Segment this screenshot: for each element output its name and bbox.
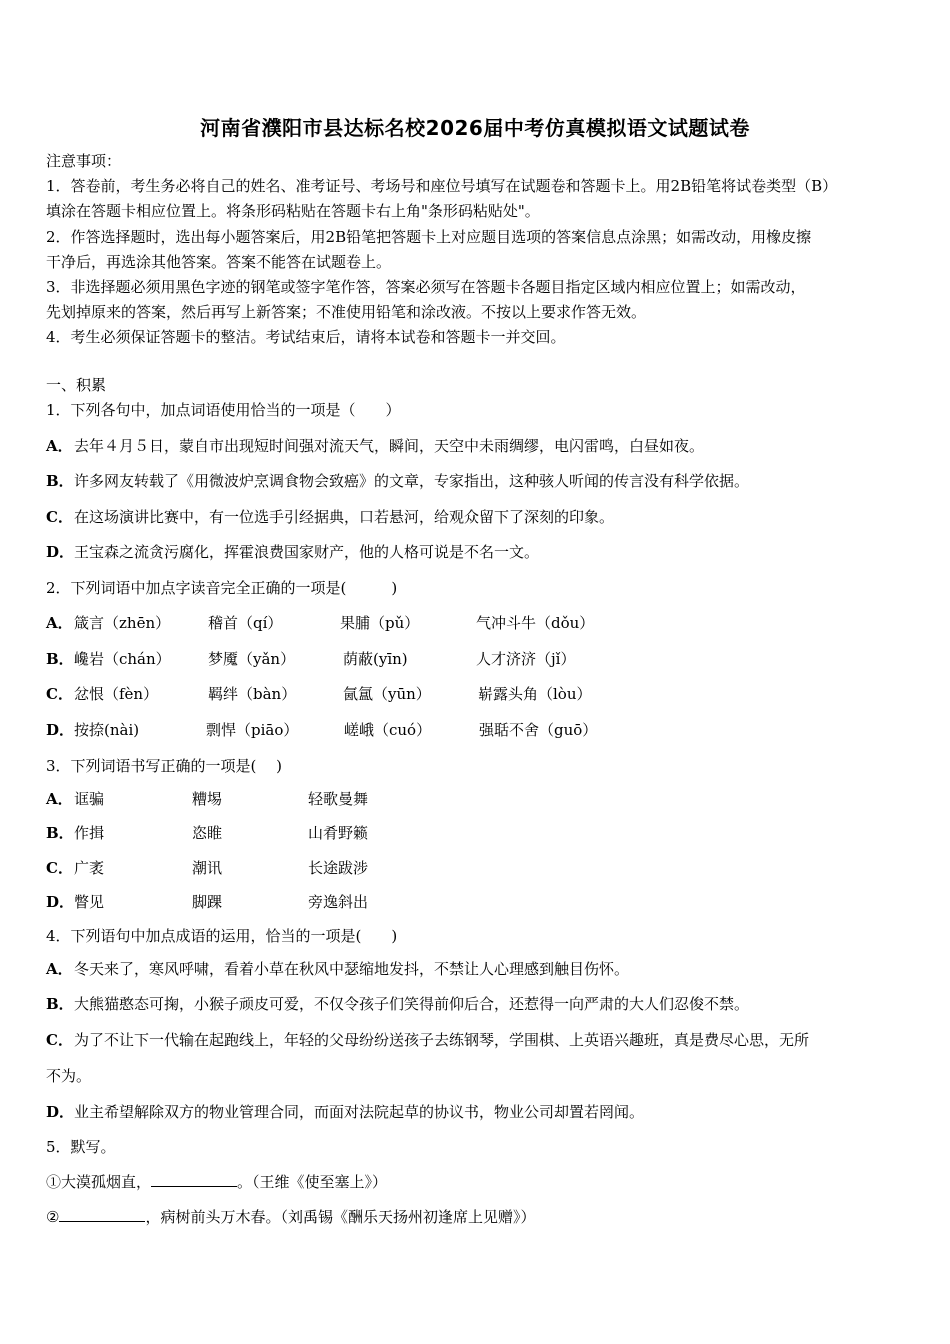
option-text: 为了不让下一代输在起跑线上，年轻的父母纷纷送孩子去练钢琴，学围棋、上英语兴趣班，真是费尽心思，无所 [74, 1031, 810, 1049]
notice-line: 4．考生必须保证答题卡的整洁。考试结束后，请将本试卷和答题卡一并交回。 [46, 328, 566, 346]
option-item: 脚踝 [192, 893, 223, 911]
dictation-suffix: ，病树前头万木春。（刘禹锡《酬乐天扬州初逢席上见赠》） [145, 1208, 536, 1226]
dictation-suffix: 。（王维《使至塞上》） [237, 1173, 388, 1191]
notice-line: 干净后，再选涂其他答案。答案不能答在试题卷上。 [46, 253, 392, 271]
option-item: 嵯峨（cuó） [344, 721, 432, 739]
fill-blank[interactable] [59, 1207, 145, 1222]
q2-option-a[interactable] [46, 612, 916, 634]
page-title: 河南省濮阳市县达标名校2026届中考仿真模拟语文试题试卷 [200, 116, 750, 140]
option-item: 恣睢 [192, 824, 223, 842]
option-text: 大熊猫憨态可掬，小猴子顽皮可爱，不仅令孩子们笑得前仰后合，还惹得一向严肃的大人们忍俊不禁。 [74, 995, 750, 1013]
option-label: C． [46, 508, 73, 526]
dictation-item-2 [46, 1206, 535, 1228]
q4-option-c-continued: 不为。 [46, 1067, 92, 1085]
q1-option-d[interactable] [46, 541, 539, 563]
option-item: 作揖 [74, 824, 105, 842]
option-item: 果脯（pǔ） [340, 614, 420, 632]
option-label: A． [46, 437, 73, 455]
notice-heading: 注意事项： [46, 152, 122, 170]
notice-line: 先划掉原来的答案，然后再写上新答案；不准使用铅笔和涂改液。不按以上要求作答无效。 [46, 303, 647, 321]
option-item: 潮讯 [192, 859, 223, 877]
option-text: 业主希望解除双方的物业管理合同，而面对法院起草的协议书，物业公司却置若罔闻。 [74, 1103, 645, 1121]
option-item: 轻歌曼舞 [308, 790, 369, 808]
option-item: 箴言（zhēn） [74, 614, 171, 632]
option-item: 广袤 [74, 859, 105, 877]
option-item: 糟埸 [192, 790, 223, 808]
q2-option-b[interactable] [46, 648, 916, 670]
option-label: A． [46, 790, 73, 808]
option-label: C． [46, 685, 73, 703]
question-3-stem: 3．下列词语书写正确的一项是( ) [46, 757, 283, 775]
q4-option-b[interactable] [46, 993, 749, 1015]
option-label: D． [46, 1103, 75, 1121]
option-item: 剽悍（piāo） [206, 721, 299, 739]
q2-option-c[interactable] [46, 683, 916, 705]
option-item: 巉岩（chán） [74, 650, 171, 668]
q3-option-c[interactable] [46, 857, 646, 879]
option-label: A． [46, 960, 73, 978]
question-4-stem: 4．下列语句中加点成语的运用，恰当的一项是( ) [46, 927, 398, 945]
option-item: 旁逸斜出 [308, 893, 369, 911]
option-item: 人才济济（jǐ） [476, 650, 576, 668]
option-text: 在这场演讲比赛中，有一位选手引经据典，口若悬河，给观众留下了深刻的印象。 [74, 508, 615, 526]
option-label: C． [46, 859, 73, 877]
option-label: B． [46, 650, 74, 668]
option-item: 崭露头角（lòu） [478, 685, 592, 703]
option-label: D． [46, 543, 75, 561]
notice-line: 2．作答选择题时，选出每小题答案后，用2B铅笔把答题卡上对应题目选项的答案信息点涂黑；如需改动，用橡皮擦 [46, 228, 812, 246]
notice-line: 填涂在答题卡相应位置上。将条形码粘贴在答题卡右上角"条形码粘贴处"。 [46, 202, 540, 220]
option-label: B． [46, 995, 74, 1013]
option-item: 羁绊（bàn） [208, 685, 297, 703]
q2-option-d[interactable] [46, 719, 916, 741]
option-item: 忿恨（fèn） [74, 685, 159, 703]
dictation-prefix: ② [46, 1208, 60, 1226]
option-text: 去年４月５日，蒙自市出现短时间强对流天气，瞬间，天空中未雨绸缪，电闪雷鸣，白昼如夜。 [74, 437, 705, 455]
dictation-prefix: ①大漠孤烟直， [46, 1173, 152, 1191]
q1-option-a[interactable] [46, 435, 704, 457]
question-5-stem: 5．默写。 [46, 1138, 116, 1156]
option-label: A． [46, 614, 73, 632]
q4-option-c[interactable] [46, 1029, 809, 1051]
q3-option-b[interactable] [46, 822, 646, 844]
notice-line: 3．非选择题必须用黑色字迹的钢笔或签字笔作答，答案必须写在答题卡各题目指定区域内相应位置上；如需改动， [46, 278, 806, 296]
option-item: 山肴野籁 [308, 824, 369, 842]
q1-option-c[interactable] [46, 506, 614, 528]
option-item: 长途跋涉 [308, 859, 369, 877]
q4-option-d[interactable] [46, 1101, 644, 1123]
q4-option-a[interactable] [46, 958, 629, 980]
option-text: 冬天来了，寒风呼啸，看着小草在秋风中瑟缩地发抖，不禁让人心理感到触目伤怀。 [74, 960, 630, 978]
dictation-item-1 [46, 1171, 387, 1193]
option-item: 按捺(nài) [74, 721, 140, 739]
option-item: 氤氲（yūn） [343, 685, 431, 703]
section-heading: 一、积累 [46, 376, 107, 394]
option-text: 王宝森之流贪污腐化，挥霍浪费国家财产，他的人格可说是不名一文。 [74, 543, 540, 561]
option-label: D． [46, 721, 75, 739]
question-1-stem: 1．下列各句中，加点词语使用恰当的一项是（ ） [46, 401, 401, 419]
option-item: 稽首（qí） [208, 614, 283, 632]
option-label: D． [46, 893, 75, 911]
notice-line: 1．答卷前，考生务必将自己的姓名、准考证号、考场号和座位号填写在试题卷和答题卡上。用2B铅笔将试卷类型（B） [46, 177, 838, 195]
option-label: B． [46, 472, 74, 490]
option-label: C． [46, 1031, 73, 1049]
option-item: 诓骗 [74, 790, 105, 808]
option-item: 气冲斗牛（dǒu） [476, 614, 595, 632]
option-item: 强聒不舍（guō） [479, 721, 598, 739]
q3-option-d[interactable] [46, 891, 646, 913]
option-item: 梦魇（yǎn） [208, 650, 296, 668]
q3-option-a[interactable] [46, 788, 646, 810]
option-label: B． [46, 824, 74, 842]
option-item: 荫蔽(yīn) [343, 650, 408, 668]
option-item: 瞥见 [74, 893, 105, 911]
q1-option-b[interactable] [46, 470, 749, 492]
fill-blank[interactable] [151, 1172, 237, 1187]
option-text: 许多网友转载了《用微波炉烹调食物会致癌》的文章，专家指出，这种骇人听闻的传言没有科学依据。 [74, 472, 750, 490]
question-2-stem: 2．下列词语中加点字读音完全正确的一项是( ) [46, 579, 398, 597]
